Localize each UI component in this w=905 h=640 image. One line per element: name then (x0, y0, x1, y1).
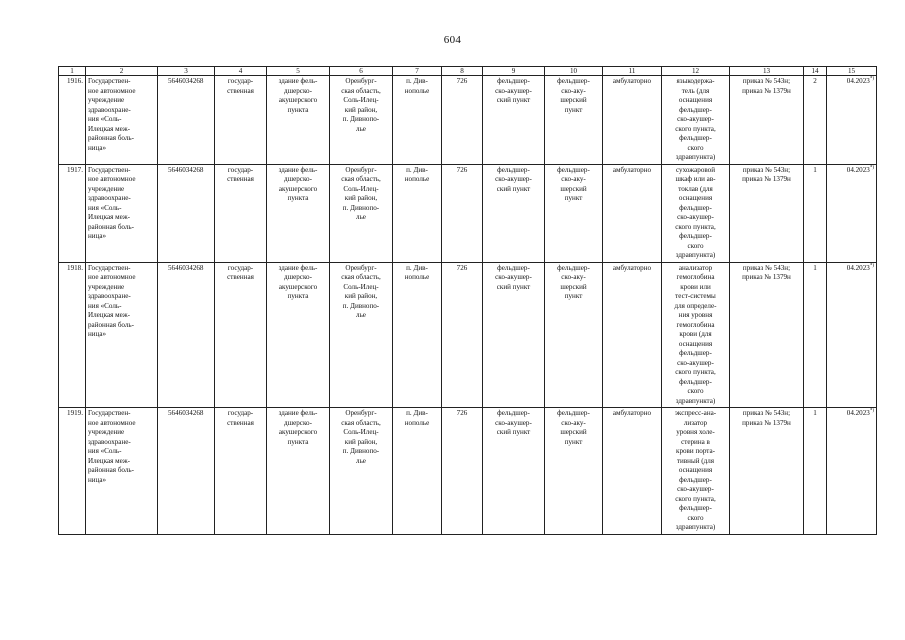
facility-type-cell: фельдшер- ско-акушер- ский пункт (483, 76, 545, 165)
deadline-cell (827, 408, 877, 535)
column-header: 2 (86, 67, 158, 76)
table-row (59, 76, 877, 165)
building-cell: здание фель- дшерско- акушерского пункта (267, 408, 330, 535)
address-cell: Оренбург- ская область, Соль-Илец- кий район, п. Дивнопо- лье (330, 408, 393, 535)
unit-type-cell: фельдшер- ско-аку- шерский пункт (545, 408, 603, 535)
footnote-marker: *) (869, 263, 874, 269)
column-header: 8 (442, 67, 483, 76)
quantity-cell: 1 (804, 262, 827, 408)
order-reference-cell: приказ № 543н; приказ № 1379н (730, 408, 804, 535)
deadline-value: 04.2023 (846, 409, 870, 417)
footnote-marker: *) (869, 165, 874, 171)
inn-cell: 5646034268 (158, 408, 215, 535)
care-mode-cell: амбулаторно (603, 408, 662, 535)
quantity-cell: 2 (804, 76, 827, 165)
address-cell: Оренбург- ская область, Соль-Илец- кий район, п. Дивнопо- лье (330, 76, 393, 165)
institution-name-cell: Государствен- ное автономное учреждение здравоохране- ния «Соль- Илецкая меж- районная боль- ница» (86, 408, 158, 535)
column-number-row (59, 67, 877, 76)
population-cell: 726 (442, 262, 483, 408)
table-row (59, 262, 877, 408)
unit-type-cell: фельдшер- ско-аку- шерский пункт (545, 76, 603, 165)
equipment-cell: экспресс-ана- лизатор уровня холе- стерина в крови порта- тивный (для оснащения фельдшер- ско-акушер- ского пункта, фельдшер- ского здравпункта) (662, 408, 730, 535)
page-number: 604 (443, 34, 462, 46)
column-header: 9 (483, 67, 545, 76)
row-number-cell: 1919. (59, 408, 86, 535)
locality-cell: п. Див- нополье (393, 408, 442, 535)
deadline-cell (827, 164, 877, 262)
column-header: 5 (267, 67, 330, 76)
row-number-cell: 1918. (59, 262, 86, 408)
institution-name-cell: Государствен- ное автономное учреждение здравоохране- ния «Соль- Илецкая меж- районная боль- ница» (86, 76, 158, 165)
column-header: 7 (393, 67, 442, 76)
institution-name-cell: Государствен- ное автономное учреждение здравоохране- ния «Соль- Илецкая меж- районная боль- ница» (86, 262, 158, 408)
locality-cell: п. Див- нополье (393, 76, 442, 165)
deadline-cell (827, 262, 877, 408)
column-header: 1 (59, 67, 86, 76)
building-cell: здание фель- дшерско- акушерского пункта (267, 164, 330, 262)
footnote-marker: *) (869, 408, 874, 414)
column-header: 6 (330, 67, 393, 76)
ownership-form-cell: государ- ственная (215, 262, 267, 408)
inn-cell: 5646034268 (158, 262, 215, 408)
equipment-cell: сухожаровой шкаф или ав- токлав (для оснащения фельдшер- ско-акушер- ского пункта, фельдшер- ского здравпункта) (662, 164, 730, 262)
building-cell: здание фель- дшерско- акушерского пункта (267, 262, 330, 408)
table-row (59, 408, 877, 535)
row-number-cell: 1916. (59, 76, 86, 165)
facility-type-cell: фельдшер- ско-акушер- ский пункт (483, 408, 545, 535)
equipment-cell: языкодержа- тель (для оснащения фельдшер- ско-акушер- ского пункта, фельдшер- ского здравпункта) (662, 76, 730, 165)
care-mode-cell: амбулаторно (603, 76, 662, 165)
address-cell: Оренбург- ская область, Соль-Илец- кий район, п. Дивнопо- лье (330, 164, 393, 262)
population-cell: 726 (442, 76, 483, 165)
quantity-cell: 1 (804, 164, 827, 262)
ownership-form-cell: государ- ственная (215, 408, 267, 535)
population-cell: 726 (442, 164, 483, 262)
inn-cell: 5646034268 (158, 164, 215, 262)
address-cell: Оренбург- ская область, Соль-Илец- кий район, п. Дивнопо- лье (330, 262, 393, 408)
ownership-form-cell: государ- ственная (215, 164, 267, 262)
column-header: 4 (215, 67, 267, 76)
building-cell: здание фель- дшерско- акушерского пункта (267, 76, 330, 165)
deadline-value: 04.2023 (846, 263, 870, 272)
locality-cell: п. Див- нополье (393, 164, 442, 262)
quantity-cell: 1 (804, 408, 827, 535)
equipment-cell: анализатор гемоглобина крови или тест-системы для определе- ния уровня гемоглобина крови (для оснащения фельдшер- ско-акушер- ского пункта, фельдшер- ского здравпункта) (662, 262, 730, 408)
column-header: 15 (827, 67, 877, 76)
facility-type-cell: фельдшер- ско-акушер- ский пункт (483, 262, 545, 408)
unit-type-cell: фельдшер- ско-аку- шерский пункт (545, 262, 603, 408)
column-header: 12 (662, 67, 730, 76)
institution-name-cell: Государствен- ное автономное учреждение здравоохране- ния «Соль- Илецкая меж- районная боль- ница» (86, 164, 158, 262)
facility-type-cell: фельдшер- ско-акушер- ский пункт (483, 164, 545, 262)
footnote-marker: *) (869, 76, 874, 82)
population-cell: 726 (442, 408, 483, 535)
column-header: 10 (545, 67, 603, 76)
deadline-value: 04.2023 (846, 77, 870, 85)
order-reference-cell: приказ № 543н; приказ № 1379н (730, 76, 804, 165)
ownership-form-cell: государ- ственная (215, 76, 267, 165)
column-header: 14 (804, 67, 827, 76)
order-reference-cell: приказ № 543н; приказ № 1379н (730, 262, 804, 408)
column-header: 3 (158, 67, 215, 76)
row-number-cell: 1917. (59, 164, 86, 262)
deadline-value: 04.2023 (846, 165, 870, 174)
registry-table (58, 66, 877, 535)
deadline-cell (827, 76, 877, 165)
care-mode-cell: амбулаторно (603, 262, 662, 408)
locality-cell: п. Див- нополье (393, 262, 442, 408)
column-header: 11 (603, 67, 662, 76)
order-reference-cell: приказ № 543н; приказ № 1379н (730, 164, 804, 262)
unit-type-cell: фельдшер- ско-аку- шерский пункт (545, 164, 603, 262)
care-mode-cell: амбулаторно (603, 164, 662, 262)
column-header: 13 (730, 67, 804, 76)
table-row (59, 164, 877, 262)
inn-cell: 5646034268 (158, 76, 215, 165)
